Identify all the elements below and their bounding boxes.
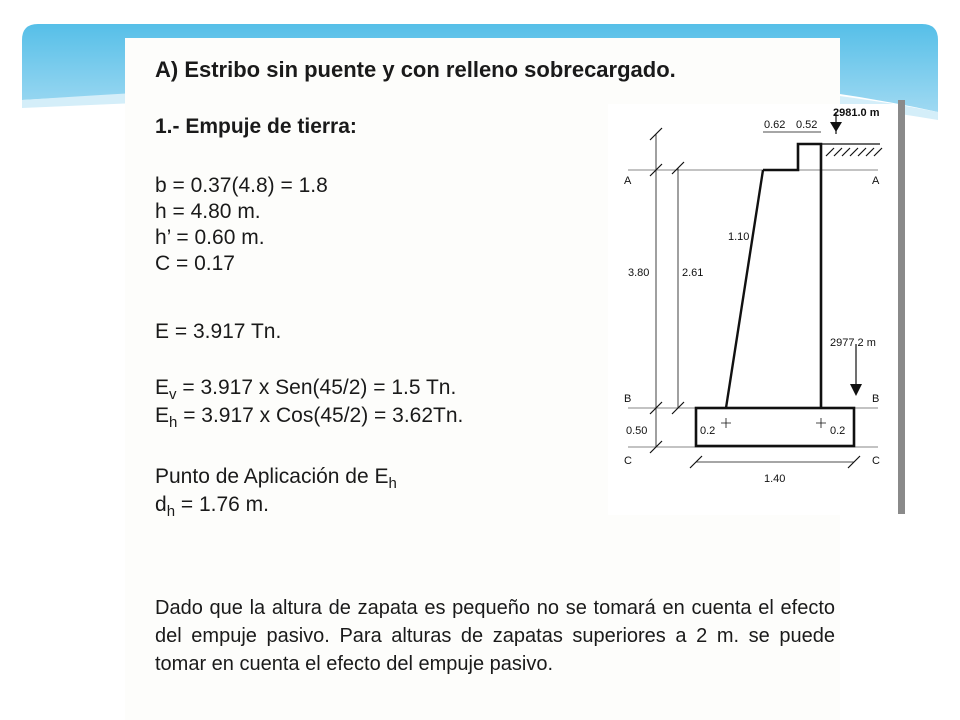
wall-outline xyxy=(763,144,821,408)
abutment-diagram xyxy=(608,104,903,515)
scan-edge-shadow xyxy=(898,100,905,514)
dim-02-right-label: 0.2 xyxy=(830,425,846,437)
section-b-left: B xyxy=(624,393,632,405)
section-heading: 1.- Empuje de tierra: xyxy=(155,115,357,138)
eh-letter: E xyxy=(155,404,170,427)
dim-050-label: 0.50 xyxy=(626,425,648,437)
dim-02-left-label: 0.2 xyxy=(700,425,716,437)
dim-380-label: 3.80 xyxy=(628,267,650,279)
elevation-top-arrow xyxy=(830,122,842,132)
wall-battered-face xyxy=(726,170,763,408)
dim-062-label: 0.62 xyxy=(764,119,786,131)
note-paragraph: Dado que la altura de zapata es pequeño no se tomará en cuenta el efecto del empuje pasivo. Para alturas de zapatas superiores a 2 m. se puede tomar en cuenta el efecto del empuje pasivo. xyxy=(155,597,835,675)
application-point-text: Punto de Aplicación de E xyxy=(155,465,389,488)
dim-140-label: 1.40 xyxy=(764,473,786,485)
ev-subscript: v xyxy=(169,386,177,403)
scanned-page xyxy=(125,38,880,720)
section-c-left: C xyxy=(624,455,632,467)
section-b-right: B xyxy=(872,393,880,405)
dim-052-label: 0.52 xyxy=(796,119,818,131)
section-c-right: C xyxy=(872,455,880,467)
dim-261-label: 2.61 xyxy=(682,267,704,279)
formula-ev xyxy=(155,376,456,402)
application-point-subscript: h xyxy=(388,475,397,492)
elev-bottom-label: 2977.2 m xyxy=(830,337,876,349)
dh-letter: d xyxy=(155,493,167,516)
section-a-left: A xyxy=(624,175,632,187)
dh-subscript: h xyxy=(166,503,176,520)
elev-top-label: 2981.0 m xyxy=(833,107,880,119)
dh-expression: = 1.76 m. xyxy=(175,493,269,516)
formula-b: b = 0.37(4.8) = 1.8 xyxy=(155,174,328,197)
eh-expression: = 3.917 x Cos(45/2) = 3.62Tn. xyxy=(177,404,464,427)
section-a-right: A xyxy=(872,175,880,187)
elevation-bottom-arrow xyxy=(850,384,862,396)
page-title: A) Estribo sin puente y con relleno sobrecargado. xyxy=(155,57,676,82)
formula-c: C = 0.17 xyxy=(155,252,235,275)
dim-110-label: 1.10 xyxy=(728,231,750,243)
application-point-label xyxy=(155,465,397,491)
formula-eh xyxy=(155,404,463,430)
eh-subscript: h xyxy=(169,414,178,431)
formula-h-prime: h’ = 0.60 m. xyxy=(155,226,265,249)
ev-expression: = 3.917 x Sen(45/2) = 1.5 Tn. xyxy=(176,376,457,399)
formula-h: h = 4.80 m. xyxy=(155,200,261,223)
formula-e: E = 3.917 Tn. xyxy=(155,320,282,343)
formula-dh xyxy=(155,493,269,519)
ev-letter: E xyxy=(155,376,170,399)
